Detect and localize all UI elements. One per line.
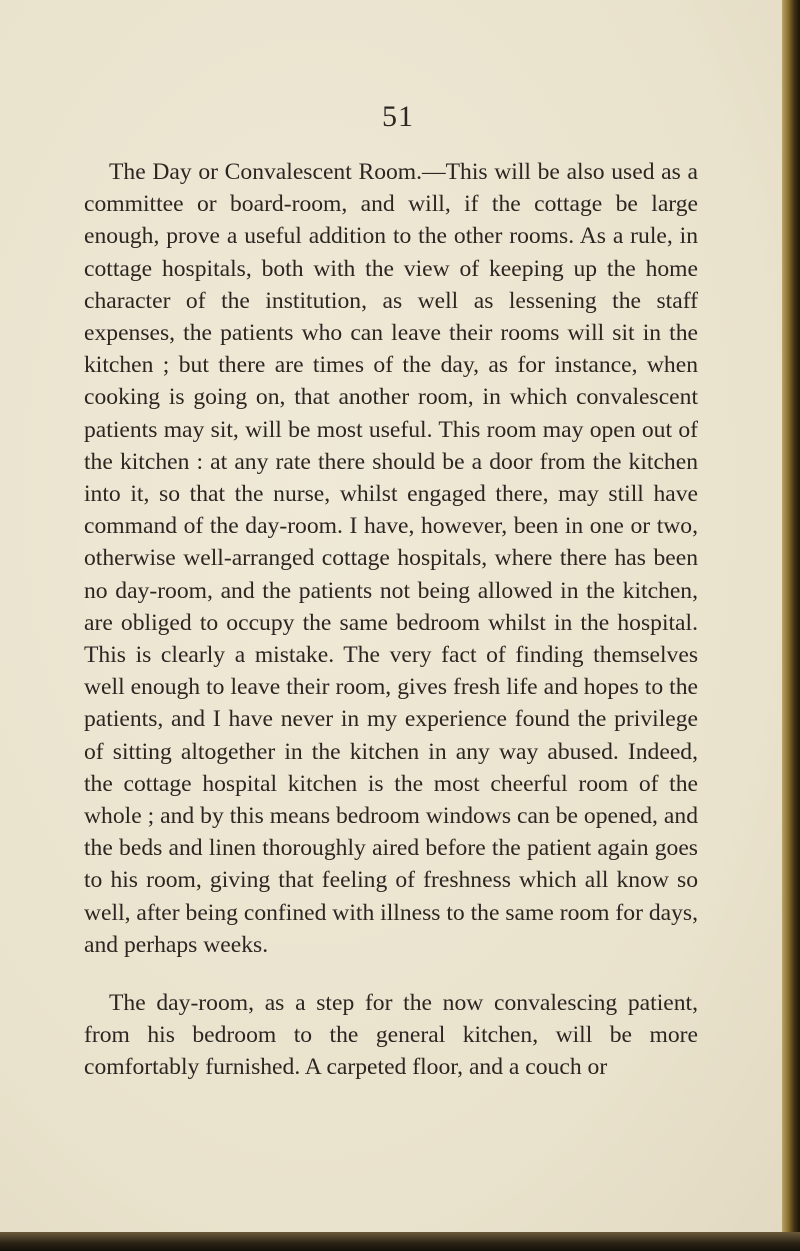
page-bottom-edge [0, 1232, 800, 1251]
page-number: 51 [382, 100, 414, 133]
paragraph-1: The Day or Convalescent Room.—This will be also used as a committee or board-room, and will, if the cottage be large enough, prove a useful addition to the other rooms. As a rule, in cottage hospitals, both with the view of keeping up the home character of the institution, as well as lessening the staff expenses, the patients who can leave their rooms will sit in the kitchen ; but there are times of the day, as for instance, when cooking is going on, that another room, in which convalescent patients may sit, will be most useful. This room may open out of the kitchen : at any rate there should be a door from the kitchen into it, so that the nurse, whilst engaged there, may still have command of the day-room. I have, however, been in one or two, otherwise well-arranged cottage hospitals, where there has been no day-room, and the patients not being allowed in the kitchen, are obliged to occupy the same bedroom whilst in the hospital. This is clearly a mistake. The very fact of finding themselves well enough to leave their room, gives fresh life and hopes to the patients, and I have never in my experience found the privilege of sitting altogether in the kitchen in any way abused. Indeed, the cottage hospital kitchen is the most cheerful room of the whole ; and by this means bedroom windows can be opened, and the beds and linen thoroughly aired before the patient again goes to his room, giving that feeling of freshness which all know so well, after being confined with illness to the same room for days, and perhaps weeks. [84, 159, 698, 958]
paragraph-2: The day-room, as a step for the now convalescing patient, from his bedroom to the general kitchen, will be more comfortably furnished. A carpeted floor, and a couch or [84, 990, 698, 1081]
book-spine-edge [782, 0, 800, 1251]
body-text [84, 156, 698, 1084]
